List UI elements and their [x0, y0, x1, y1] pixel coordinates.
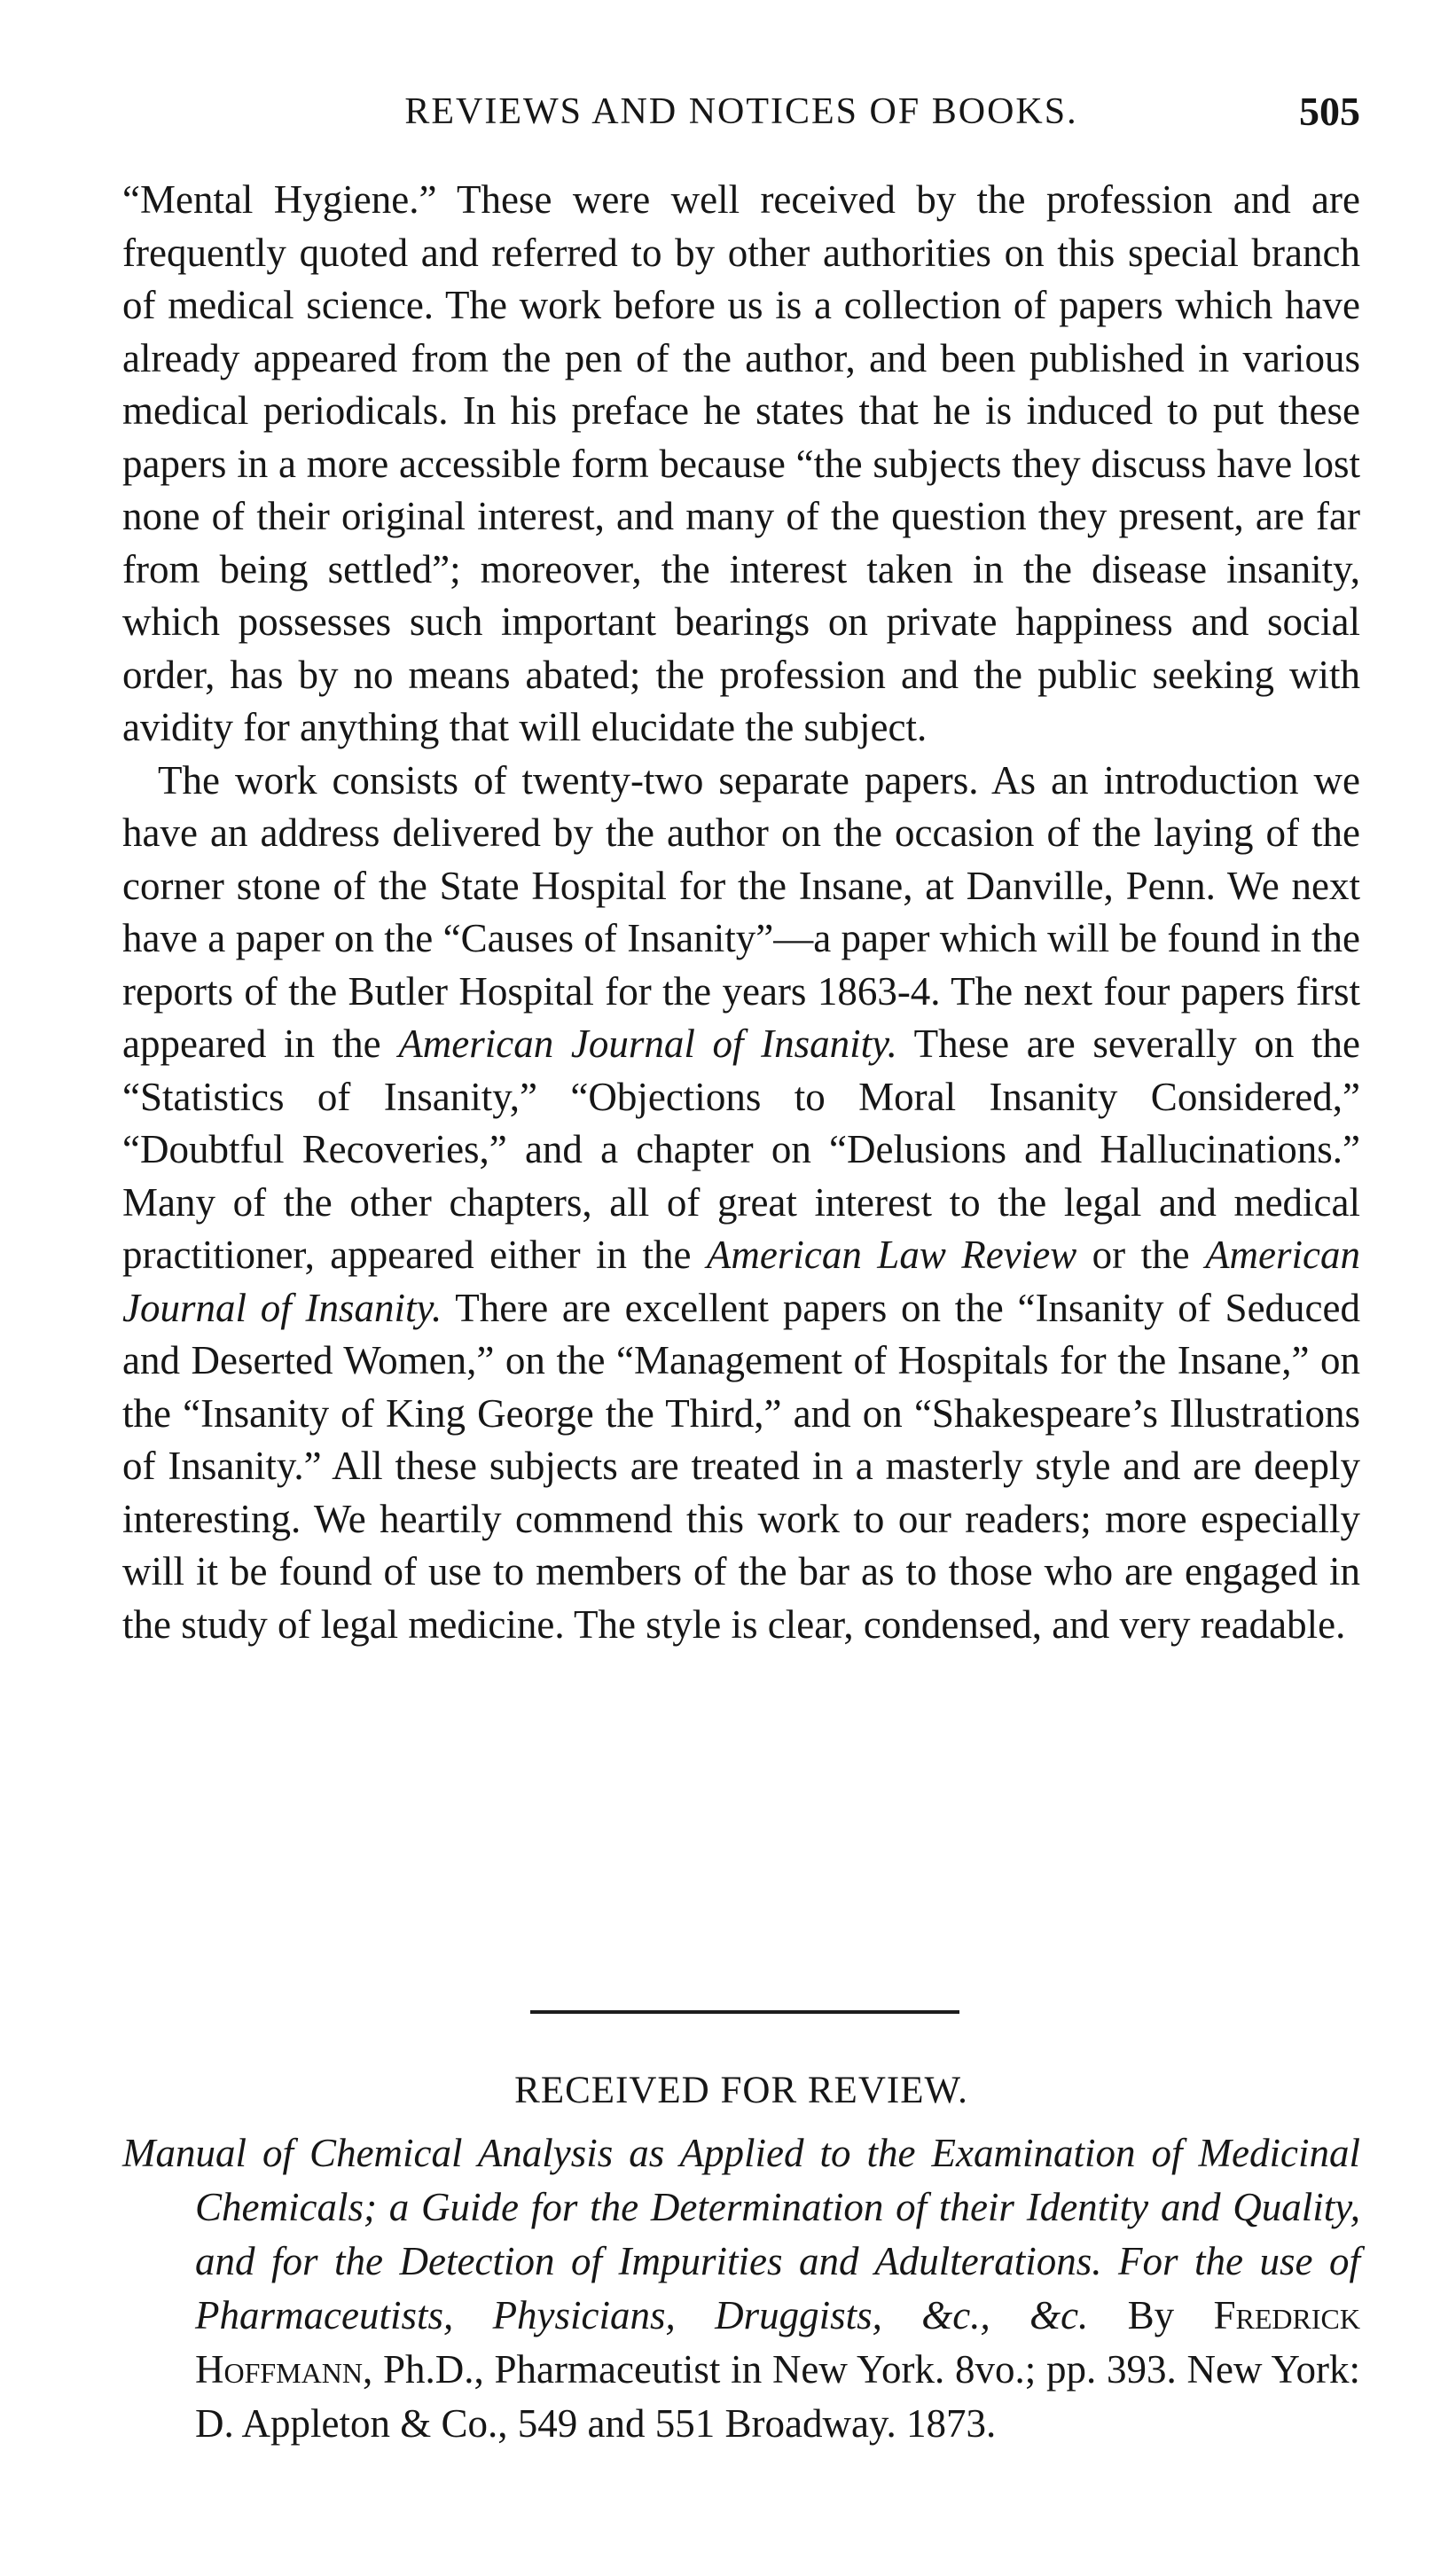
paragraph-2-part-c: or the [1076, 1233, 1206, 1277]
book-publication-details: , Ph.D., Pharmaceutist in New York. 8vo.; pp. 393. New York: D. Appleton & Co., 549 and 551 Broadway. 1873. [195, 2347, 1360, 2446]
running-title: REVIEWS AND NOTICES OF BOOKS. [404, 91, 1078, 132]
paragraph-1: “Mental Hygiene.” These were well received by the profession and are frequently quoted and referred to by other authorities on this special branch of medical science. The work before us is a collection of papers which have already appeared from the pen of the author, and been published in various medical periodicals. In his preface he states that he is induced to put these papers in a more accessible form because “the subjects they discuss have lost none of their original interest, and many of the question they present, are far from being settled”; moreover, the interest taken in the disease insanity, which possesses such important bearings on private happiness and social order, has by no means abated; the profession and the public seeking with avidity for anything that will elucidate the subject. [122, 177, 1360, 749]
book-author: Fredrick Hoffmann [195, 2293, 1360, 2392]
journal-title-american-law-review: American Law Review [706, 1233, 1077, 1277]
paragraph-2-part-b: These are severally on the “Statistics of Insanity,” “Objections to Moral Insanity Considered,” “Doubtful Recoveries,” and a chapter on “Delusions and Hallucinations.” Many of the other chapters, all of great interest to the legal and medical practitioner, appeared either in the [122, 1022, 1360, 1277]
review-article [122, 174, 1360, 1651]
received-book-entry [122, 2126, 1360, 2451]
received-for-review-heading: RECEIVED FOR REVIEW. [514, 2070, 968, 2111]
paragraph-2-part-a: The work consists of twenty-two separate papers. As an introduction we have an address delivered by the author on the occasion of the laying of the corner stone of the State Hospital for the Insane, at Danville, Penn. We next have a paper on the “Causes of Insanity”—a paper which will be found in the reports of the Butler Hospital for the years 1863-4. The next four papers first appeared in the [122, 757, 1360, 1066]
book-title: Manual of Chemical Analysis as Applied to the Examination of Medicinal Chemicals; a Guide for the Determination of their Identity and Quality, and for the Detection of Impurities and Adulterations. For the use of Pharmaceutists, Physicians, Druggists, &c., &c. [122, 2131, 1360, 2337]
journal-title-american-journal-of-insanity: American Journal of Insanity. [398, 1022, 897, 1066]
paragraph-2 [122, 755, 1360, 1652]
running-head [122, 85, 1360, 138]
paragraph-2-part-d: There are excellent papers on the “Insanity of Seduced and Deserted Women,” on the “Management of Hospitals for the Insane,” on the “Insanity of King George the Third,” and on “Shakespeare’s Illustrations of Insanity.” All these subjects are treated in a masterly style and are deeply interesting. We heartily commend this work to our readers; more especially will it be found of use to members of the bar as to those who are engaged in the study of legal medicine. The style is clear, condensed, and very readable. [122, 1285, 1360, 1647]
by-label: By [1088, 2293, 1214, 2337]
journal-title-american-journal-of-insanity-2: American Journal of Insanity. [122, 1233, 1361, 1330]
page-number: 505 [1299, 89, 1360, 134]
section-divider [530, 2010, 959, 2014]
